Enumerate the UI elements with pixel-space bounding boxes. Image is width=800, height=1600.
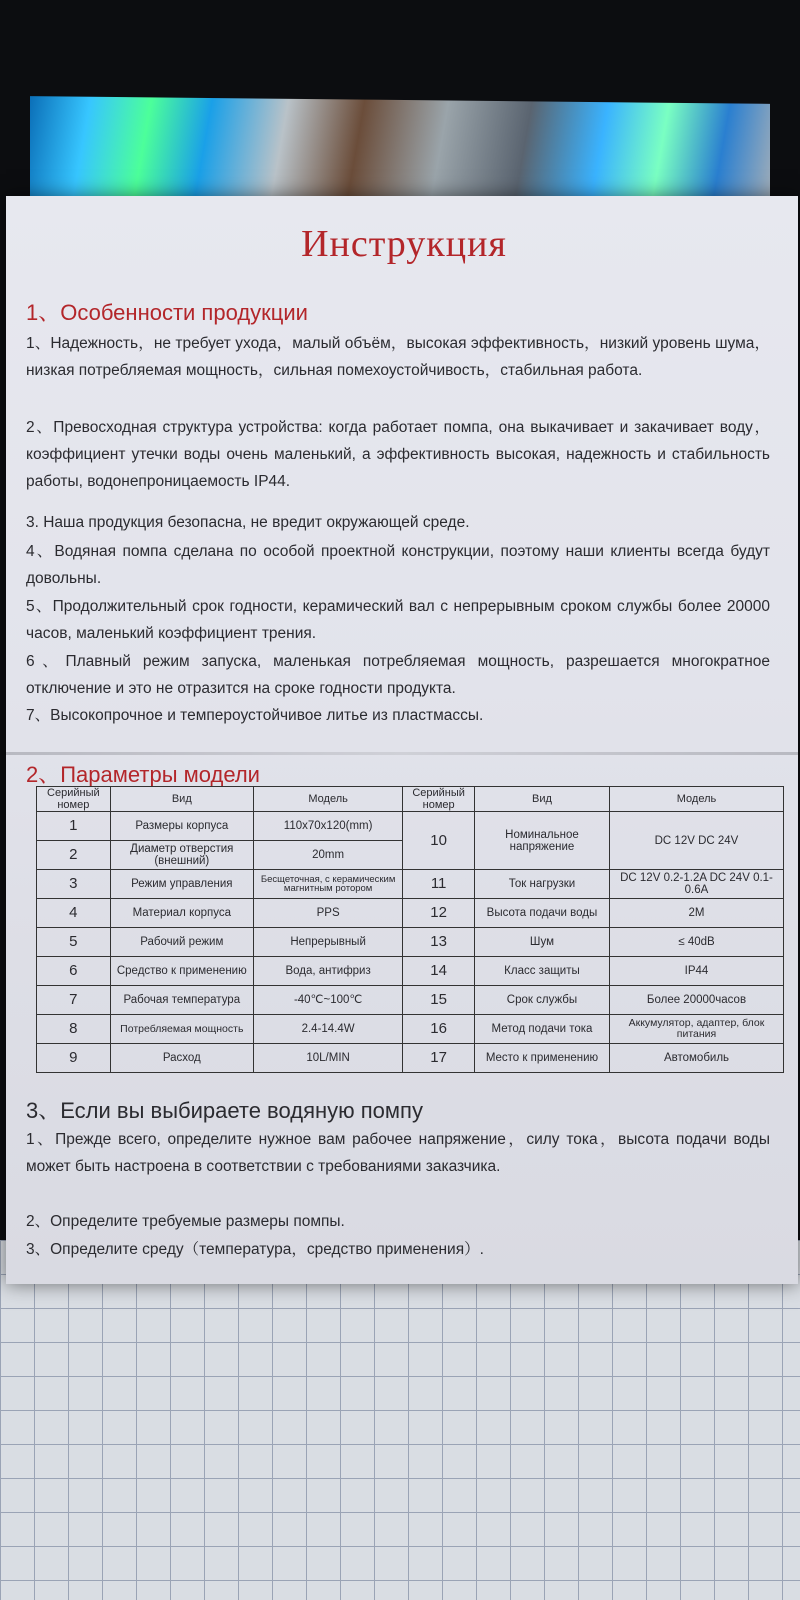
table-row	[37, 870, 784, 899]
serial-cell: 4	[37, 899, 111, 928]
section1-item-7: 7、Высокопрочное и темпероустойчивое литье из пластмассы.	[26, 707, 484, 724]
model-cell: 110x70x120(mm)	[253, 812, 402, 841]
header-serial-left: Серийный номер	[37, 787, 111, 812]
kind-cell: Размеры корпуса	[110, 812, 253, 841]
section1-item-2: 2、Превосходная структура устройства: когда работает помпа, она выкачивает и закачивает воду，коэффициент утечки воды очень маленький, а эффективность высокая, надежность и стабильность работы, водонепроницаемость IP44.	[26, 419, 770, 490]
model-cell: Бесщеточная, с керамическим магнитным ротором	[253, 870, 402, 899]
serial-cell: 13	[403, 928, 475, 957]
kind-cell: Рабочая температура	[110, 986, 253, 1015]
section3-heading: 3、Если вы выбираете водяную помпу	[26, 1098, 423, 1123]
instruction-sheet	[6, 196, 798, 1284]
serial-cell: 7	[37, 986, 111, 1015]
header-model-right: Модель	[610, 787, 784, 812]
table-row	[37, 986, 784, 1015]
serial-cell: 9	[37, 1044, 111, 1073]
kind-cell: Срок службы	[474, 986, 609, 1015]
document-title: Инструкция	[301, 223, 507, 265]
section1-item-5: 5、Продолжительный срок годности, керамический вал с непрерывным сроком службы более 20000 часов, маленький коэффициент трения.	[26, 598, 770, 642]
serial-cell: 2	[37, 841, 111, 870]
kind-cell: Высота подачи воды	[474, 899, 609, 928]
serial-cell: 14	[403, 957, 475, 986]
serial-cell: 17	[403, 1044, 475, 1073]
kind-cell: Шум	[474, 928, 609, 957]
serial-cell: 10	[403, 812, 475, 870]
serial-cell: 8	[37, 1015, 111, 1044]
header-kind-right: Вид	[474, 787, 609, 812]
model-cell: IP44	[610, 957, 784, 986]
kind-cell: Расход	[110, 1044, 253, 1073]
kind-cell: Материал корпуса	[110, 899, 253, 928]
kind-cell: Метод подачи тока	[474, 1015, 609, 1044]
section1-item-6: 6、Плавный режим запуска, маленькая потребляемая мощность, разрешается многократное отключение и это не отразится на сроке годности продукта.	[26, 653, 770, 697]
model-cell: Автомобиль	[610, 1044, 784, 1073]
parameters-table	[36, 786, 784, 1073]
table-row	[37, 1044, 784, 1073]
model-cell: ≤ 40dB	[610, 928, 784, 957]
model-cell: 20mm	[253, 841, 402, 870]
kind-cell: Средство к применению	[110, 957, 253, 986]
model-cell: Аккумулятор, адаптер, блок питания	[610, 1015, 784, 1044]
model-cell: PPS	[253, 899, 402, 928]
header-model-left: Модель	[253, 787, 402, 812]
model-cell: Вода, антифриз	[253, 957, 402, 986]
section1-item-4: 4、Водяная помпа сделана по особой проектной конструкции, поэтому наши клиенты всегда будут довольны.	[26, 543, 770, 587]
table-header-row	[37, 787, 784, 812]
kind-cell: Рабочий режим	[110, 928, 253, 957]
kind-cell: Потребляемая мощность	[110, 1015, 253, 1044]
model-cell: 2.4-14.4W	[253, 1015, 402, 1044]
model-cell: Более 20000часов	[610, 986, 784, 1015]
model-cell: 2M	[610, 899, 784, 928]
serial-cell: 5	[37, 928, 111, 957]
table-row	[37, 957, 784, 986]
section1-item-3: 3. Наша продукция безопасна, не вредит окружающей среде.	[26, 514, 470, 531]
section3-item-1: 1、Прежде всего, определите нужное вам рабочее напряжение，силу тока，высота подачи воды может быть настроена в соответствии с требованиями заказчика.	[26, 1131, 770, 1175]
serial-cell: 16	[403, 1015, 475, 1044]
table-row	[37, 812, 784, 841]
grid-paper-background	[0, 1240, 800, 1600]
serial-cell: 15	[403, 986, 475, 1015]
kind-cell: Ток нагрузки	[474, 870, 609, 899]
kind-cell: Место к применению	[474, 1044, 609, 1073]
section1-item-1: 1、Надежность，не требует ухода，малый объём，высокая эффективность，низкий уровень шума，низкая потребляемая мощность，сильная помехоустойчивость，стабильная работа.	[26, 335, 770, 379]
kind-cell: Режим управления	[110, 870, 253, 899]
table-row	[37, 928, 784, 957]
table-row	[37, 899, 784, 928]
section2-heading: 2、Параметры модели	[26, 762, 260, 787]
model-cell: 10L/MIN	[253, 1044, 402, 1073]
serial-cell: 11	[403, 870, 475, 899]
header-kind-left: Вид	[110, 787, 253, 812]
model-cell: DC 12V 0.2-1.2A DC 24V 0.1-0.6A	[610, 870, 784, 899]
kind-cell: Диаметр отверстия (внешний)	[110, 841, 253, 870]
serial-cell: 3	[37, 870, 111, 899]
header-serial-right: Серийный номер	[403, 787, 475, 812]
serial-cell: 1	[37, 812, 111, 841]
section1-heading: 1、Особенности продукции	[26, 300, 308, 325]
model-cell: -40℃~100℃	[253, 986, 402, 1015]
model-cell: Непрерывный	[253, 928, 402, 957]
section3-item-3: 3、Определите среду（температура，средство применения）.	[26, 1241, 484, 1258]
kind-cell: Номинальное напряжение	[474, 812, 609, 870]
serial-cell: 12	[403, 899, 475, 928]
table-row	[37, 1015, 784, 1044]
kind-cell: Класс защиты	[474, 957, 609, 986]
section3-item-2: 2、Определите требуемые размеры помпы.	[26, 1213, 345, 1230]
serial-cell: 6	[37, 957, 111, 986]
paper-fold	[6, 752, 798, 755]
model-cell: DC 12V DC 24V	[610, 812, 784, 870]
